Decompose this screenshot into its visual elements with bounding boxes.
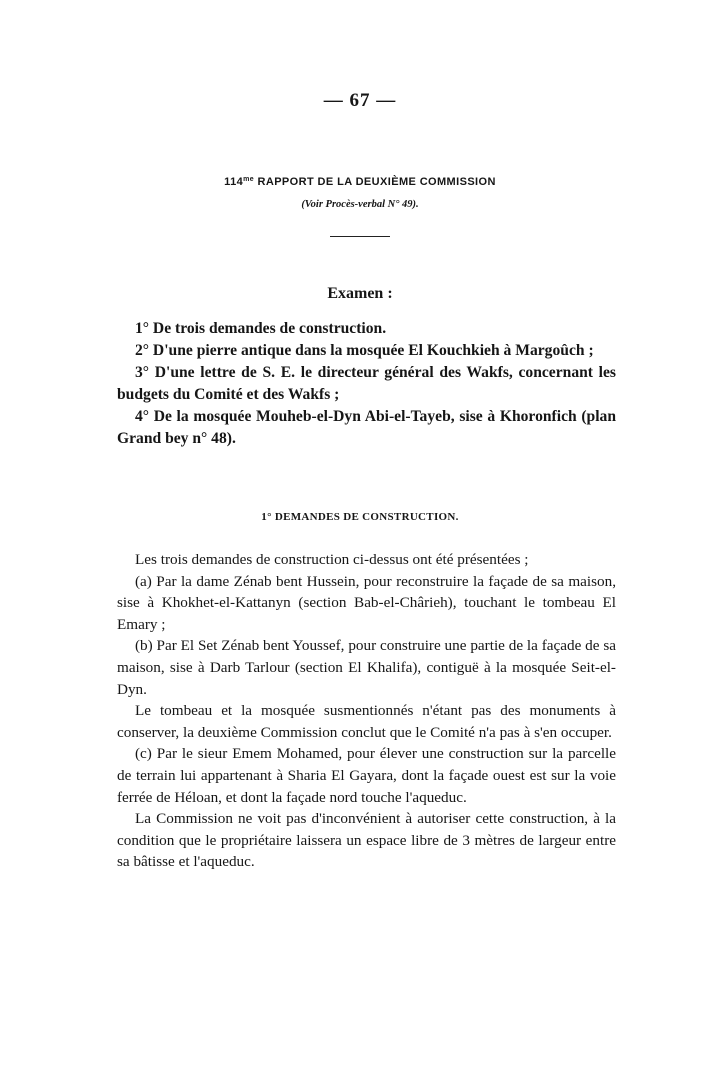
examen-item: 1° De trois demandes de construction. [135, 320, 387, 337]
body-paragraph: Les trois demandes de construction ci-dessus ont été présentées ; [135, 551, 529, 568]
report-reference: (Voir Procès-verbal N° 49). [301, 199, 419, 210]
examen-item: 3° D'une lettre de S. E. le directeur général des Wakfs, concernant les budgets du Comité et des Wakfs ; [117, 364, 616, 403]
page-number: — 67 — [323, 90, 397, 111]
body-paragraph: (c) Par le sieur Emem Mohamed, pour élever une construction sur la parcelle de terrain lui appartenant à Sharia El Gayara, dont la façade ouest est sur la voie ferrée de Héloan, et dont la façade nord touche l'aqueduc. [117, 745, 616, 806]
report-title-ordinal: me [243, 176, 255, 183]
report-title [0, 176, 720, 188]
body-paragraph: Le tombeau et la mosquée susmentionnés n'étant pas des monuments à conserver, la deuxième Commission conclut que le Comité n'a pas à s'en occuper. [117, 702, 616, 741]
examen-item: 2° D'une pierre antique dans la mosquée El Kouchkieh à Margoûch ; [135, 342, 594, 359]
examen-list [117, 318, 616, 450]
divider-rule [330, 236, 390, 237]
section-body [117, 549, 616, 873]
body-paragraph: (a) Par la dame Zénab bent Hussein, pour reconstruire la façade de sa maison, sise à Khokhet-el-Kattanyn (section Bab-el-Chârieh), touchant le tombeau El Emary ; [117, 572, 616, 633]
body-paragraph: La Commission ne voit pas d'inconvénient à autoriser cette construction, à la condition que le propriétaire laissera un espace libre de 3 mètres de largeur entre sa bâtisse et l'aqueduc. [117, 810, 616, 871]
section-heading: 1° DEMANDES DE CONSTRUCTION. [261, 511, 459, 523]
report-title-text: RAPPORT DE LA DEUXIÈME COMMISSION [254, 176, 496, 188]
report-title-number: 114 [224, 176, 244, 188]
body-paragraph: (b) Par El Set Zénab bent Youssef, pour construire une partie de la façade de sa maison, sise à Darb Tarlour (section El Khalifa), contiguë à la mosquée Seit-el-Dyn. [117, 637, 616, 698]
examen-item: 4° De la mosquée Mouheb-el-Dyn Abi-el-Tayeb, sise à Khoronfich (plan Grand bey n° 48). [117, 408, 616, 447]
examen-heading: Examen : [327, 285, 393, 302]
